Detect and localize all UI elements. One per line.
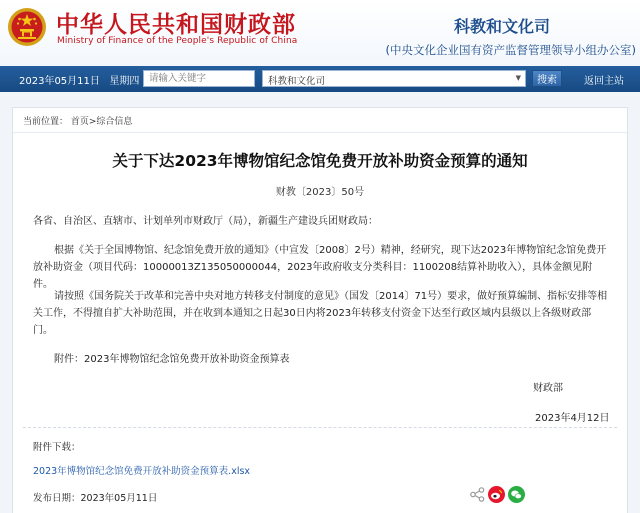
- department-subtitle: (中央文化企业国有资产监督管理领导小组办公室): [385, 43, 636, 57]
- signer: 财政部: [533, 383, 563, 394]
- current-date: 2023年05月11日 星期四: [19, 76, 140, 87]
- department-name: 科教和文化司: [453, 17, 550, 36]
- attachment-note: 附件：2023年博物馆纪念馆免费开放补助资金预算表: [54, 354, 290, 365]
- attachment-file-link[interactable]: 2023年博物馆纪念馆免费开放补助资金预算表.xlsx: [33, 466, 251, 477]
- share-icon[interactable]: [469, 486, 486, 503]
- page-title: 关于下达2023年博物馆纪念馆免费开放补助资金预算的通知: [112, 152, 528, 170]
- addressee: 各省、自治区、直辖市、计划单列市财政厅（局），新疆生产建设兵团财政局：: [33, 216, 378, 227]
- chevron-down-icon: ▼: [515, 74, 521, 82]
- ministry-name-cn: 中华人民共和国财政部: [56, 12, 296, 38]
- body-paragraph-2: 请按照《国务院关于改革和完善中央对地方转移支付制度的意见》（国发〔2014〕71号）要求，做好预算编制、指标安排等相关工作，不得擅自扩大补助范围，并在收到本通知之日起30日内将2023年转移支付资金下达至行政区域内县级以上各级财政部门。: [33, 291, 608, 336]
- breadcrumb[interactable]: 当前位置： 首页>综合信息: [23, 117, 133, 127]
- attachment-divider: [23, 427, 617, 428]
- site-header: [0, 0, 640, 66]
- nav-bar: [0, 66, 640, 92]
- return-home-link[interactable]: 返回主站: [584, 76, 624, 87]
- publish-date: 发布日期：2023年05月11日: [33, 493, 158, 504]
- search-scope-value: 科教和文化司: [268, 76, 326, 87]
- search-input[interactable]: [143, 70, 255, 87]
- body-paragraph-1: 根据《关于全国博物馆、纪念馆免费开放的通知》（中宣发〔2008〕2号）精神，经研究，现下达2023年博物馆纪念馆免费开放补助资金（项目代码：10000013Z135050000044，2023年政府收支分类科目：1100208结算补助收入），具体金额见附件。: [33, 245, 607, 290]
- sign-date: 2023年4月12日: [535, 413, 610, 424]
- search-button[interactable]: 搜索: [532, 70, 562, 87]
- ministry-name-en: Ministry of Finance of the People's Republic of China: [57, 36, 298, 46]
- national-emblem-icon: [7, 7, 47, 47]
- weibo-icon[interactable]: [488, 486, 505, 503]
- breadcrumb-divider: [13, 132, 627, 133]
- document-number: 财教〔2023〕50号: [275, 187, 365, 198]
- wechat-icon[interactable]: [508, 486, 525, 503]
- search-scope-select[interactable]: [262, 70, 526, 87]
- content-card: [12, 107, 628, 513]
- attachment-label: 附件下载：: [33, 442, 81, 453]
